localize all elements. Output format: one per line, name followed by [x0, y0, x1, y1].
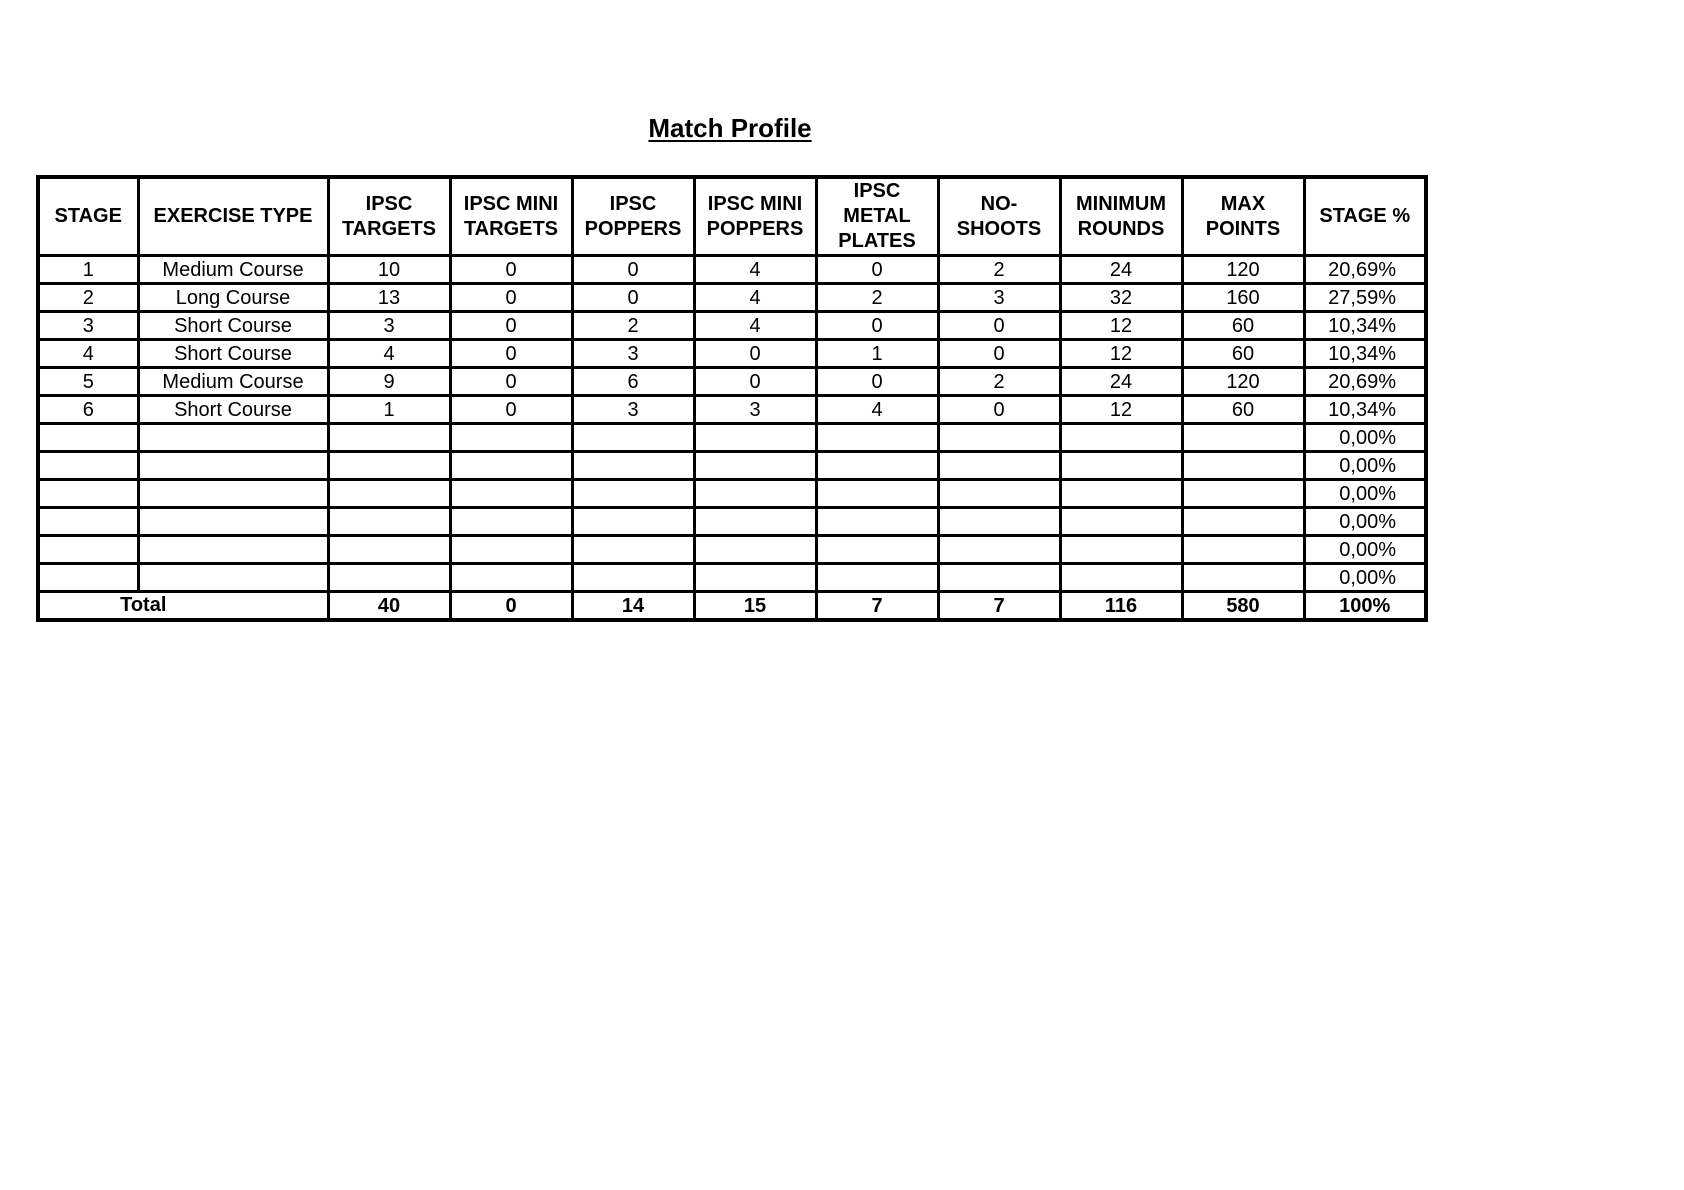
cell-max-points: 60: [1182, 340, 1304, 368]
cell-max-points: [1182, 536, 1304, 564]
cell-mini-targets: 0: [450, 340, 572, 368]
cell-poppers: [572, 424, 694, 452]
table-row: [38, 256, 1426, 284]
cell-ipsc-targets: 1: [328, 396, 450, 424]
header-ipsc-poppers: [572, 177, 694, 256]
cell-stage: 2: [38, 284, 138, 312]
total-max-points: 580: [1182, 592, 1304, 621]
cell-type: Medium Course: [138, 256, 328, 284]
cell-mini-poppers: 0: [694, 368, 816, 396]
cell-max-points: [1182, 564, 1304, 592]
cell-mini-poppers: 4: [694, 256, 816, 284]
cell-type: Medium Course: [138, 368, 328, 396]
header-line: STAGE: [54, 205, 122, 227]
cell-mini-targets: 0: [450, 312, 572, 340]
cell-ipsc-targets: [328, 424, 450, 452]
cell-mini-targets: 0: [450, 284, 572, 312]
cell-min-rounds: [1060, 480, 1182, 508]
header-line: POPPERS: [584, 217, 682, 240]
cell-max-points: [1182, 508, 1304, 536]
cell-ipsc-targets: [328, 536, 450, 564]
cell-no-shoots: 0: [938, 312, 1060, 340]
total-ipsc-targets: 40: [328, 592, 450, 621]
cell-mini-targets: [450, 480, 572, 508]
total-min-rounds: 116: [1060, 592, 1182, 621]
table-row: [38, 536, 1426, 564]
header-max-points: [1182, 177, 1304, 256]
cell-mini-poppers: 4: [694, 312, 816, 340]
cell-max-points: 120: [1182, 368, 1304, 396]
cell-metal-plates: [816, 480, 938, 508]
cell-stage-pct: 10,34%: [1304, 340, 1426, 368]
header-line: EXERCISE TYPE: [153, 205, 313, 227]
header-line: IPSC MINI: [463, 192, 559, 215]
cell-metal-plates: 1: [816, 340, 938, 368]
header-stage: [38, 177, 138, 256]
cell-metal-plates: [816, 452, 938, 480]
total-label: Total: [38, 592, 328, 621]
header-line: STAGE %: [1319, 205, 1411, 227]
header-line: TARGETS: [341, 217, 437, 240]
cell-metal-plates: [816, 508, 938, 536]
table-header: [38, 177, 1426, 256]
header-line: IPSC: [609, 192, 657, 215]
table-row: [38, 424, 1426, 452]
cell-mini-poppers: [694, 452, 816, 480]
cell-mini-poppers: 0: [694, 340, 816, 368]
cell-metal-plates: 0: [816, 368, 938, 396]
cell-poppers: 3: [572, 340, 694, 368]
cell-ipsc-targets: 4: [328, 340, 450, 368]
cell-poppers: 2: [572, 312, 694, 340]
table-row: [38, 312, 1426, 340]
total-row: [38, 592, 1426, 621]
cell-stage-pct: 0,00%: [1304, 424, 1426, 452]
cell-stage-pct: 20,69%: [1304, 256, 1426, 284]
cell-ipsc-targets: [328, 564, 450, 592]
cell-mini-targets: [450, 452, 572, 480]
cell-stage-pct: 0,00%: [1304, 564, 1426, 592]
cell-poppers: [572, 480, 694, 508]
header-exercise-type: [138, 177, 328, 256]
cell-type: [138, 424, 328, 452]
cell-ipsc-targets: 9: [328, 368, 450, 396]
header-line: MAX: [1220, 192, 1266, 215]
cell-max-points: 120: [1182, 256, 1304, 284]
cell-stage: 5: [38, 368, 138, 396]
cell-stage: 6: [38, 396, 138, 424]
cell-mini-poppers: [694, 480, 816, 508]
cell-mini-targets: 0: [450, 256, 572, 284]
header-line: IPSC: [853, 180, 901, 202]
cell-stage-pct: 10,34%: [1304, 312, 1426, 340]
cell-stage-pct: 10,34%: [1304, 396, 1426, 424]
cell-max-points: [1182, 424, 1304, 452]
cell-type: [138, 564, 328, 592]
cell-mini-targets: 0: [450, 396, 572, 424]
header-ipsc-targets: [328, 177, 450, 256]
total-stage-pct: 100%: [1304, 592, 1426, 621]
header-ipsc-metal-plates: [816, 177, 938, 256]
cell-type: Short Course: [138, 396, 328, 424]
cell-mini-targets: [450, 508, 572, 536]
table-footer: [38, 592, 1426, 621]
table-row: [38, 480, 1426, 508]
cell-min-rounds: [1060, 536, 1182, 564]
cell-stage-pct: 0,00%: [1304, 536, 1426, 564]
table-row: [38, 284, 1426, 312]
cell-metal-plates: [816, 424, 938, 452]
cell-metal-plates: [816, 536, 938, 564]
header-line: NO-: [980, 192, 1018, 215]
cell-mini-targets: [450, 564, 572, 592]
cell-no-shoots: 0: [938, 396, 1060, 424]
cell-mini-targets: [450, 424, 572, 452]
cell-max-points: 160: [1182, 284, 1304, 312]
cell-poppers: 6: [572, 368, 694, 396]
cell-max-points: [1182, 452, 1304, 480]
cell-mini-poppers: 4: [694, 284, 816, 312]
header-no-shoots: [938, 177, 1060, 256]
cell-max-points: 60: [1182, 312, 1304, 340]
cell-type: [138, 480, 328, 508]
cell-no-shoots: 2: [938, 368, 1060, 396]
header-minimum-rounds: [1060, 177, 1182, 256]
cell-ipsc-targets: [328, 452, 450, 480]
cell-no-shoots: [938, 424, 1060, 452]
cell-stage-pct: 27,59%: [1304, 284, 1426, 312]
header-row: [38, 177, 1426, 256]
table-row: [38, 368, 1426, 396]
table-row: [38, 508, 1426, 536]
header-line: IPSC MINI: [707, 192, 803, 215]
cell-min-rounds: [1060, 424, 1182, 452]
cell-poppers: [572, 508, 694, 536]
cell-mini-poppers: [694, 424, 816, 452]
header-line: POINTS: [1205, 217, 1281, 240]
cell-no-shoots: [938, 480, 1060, 508]
cell-poppers: 0: [572, 284, 694, 312]
header-stage-pct: [1304, 177, 1426, 256]
cell-metal-plates: 0: [816, 256, 938, 284]
cell-min-rounds: 12: [1060, 396, 1182, 424]
cell-stage: [38, 508, 138, 536]
cell-stage: 1: [38, 256, 138, 284]
cell-stage-pct: 0,00%: [1304, 480, 1426, 508]
cell-no-shoots: 2: [938, 256, 1060, 284]
cell-ipsc-targets: [328, 480, 450, 508]
cell-mini-poppers: [694, 536, 816, 564]
cell-no-shoots: [938, 564, 1060, 592]
cell-metal-plates: 0: [816, 312, 938, 340]
cell-no-shoots: [938, 536, 1060, 564]
cell-type: Short Course: [138, 312, 328, 340]
header-line: IPSC: [365, 192, 413, 215]
cell-min-rounds: 12: [1060, 312, 1182, 340]
cell-stage-pct: 20,69%: [1304, 368, 1426, 396]
cell-type: Long Course: [138, 284, 328, 312]
header-line: TARGETS: [463, 217, 559, 240]
cell-mini-targets: [450, 536, 572, 564]
total-poppers: 14: [572, 592, 694, 621]
cell-ipsc-targets: 3: [328, 312, 450, 340]
header-line: SHOOTS: [956, 217, 1042, 240]
cell-metal-plates: [816, 564, 938, 592]
cell-stage: 3: [38, 312, 138, 340]
cell-mini-poppers: [694, 508, 816, 536]
cell-metal-plates: 4: [816, 396, 938, 424]
cell-no-shoots: [938, 452, 1060, 480]
cell-stage: [38, 452, 138, 480]
cell-ipsc-targets: [328, 508, 450, 536]
cell-stage: [38, 536, 138, 564]
cell-poppers: 0: [572, 256, 694, 284]
cell-no-shoots: 0: [938, 340, 1060, 368]
cell-poppers: [572, 452, 694, 480]
cell-min-rounds: [1060, 452, 1182, 480]
cell-max-points: [1182, 480, 1304, 508]
cell-min-rounds: [1060, 508, 1182, 536]
table-body: [38, 256, 1426, 592]
cell-type: [138, 536, 328, 564]
table-row: [38, 340, 1426, 368]
header-ipsc-mini-poppers: [694, 177, 816, 256]
header-line: PLATES: [838, 230, 916, 252]
cell-stage: [38, 480, 138, 508]
cell-mini-targets: 0: [450, 368, 572, 396]
header-line: ROUNDS: [1077, 217, 1165, 240]
cell-type: [138, 452, 328, 480]
cell-stage-pct: 0,00%: [1304, 452, 1426, 480]
cell-type: [138, 508, 328, 536]
cell-min-rounds: 32: [1060, 284, 1182, 312]
cell-metal-plates: 2: [816, 284, 938, 312]
cell-no-shoots: [938, 508, 1060, 536]
cell-no-shoots: 3: [938, 284, 1060, 312]
cell-stage: [38, 424, 138, 452]
cell-min-rounds: 24: [1060, 256, 1182, 284]
header-ipsc-mini-targets: [450, 177, 572, 256]
header-line: MINIMUM: [1076, 192, 1166, 215]
match-profile-table: [36, 175, 1428, 622]
cell-stage: [38, 564, 138, 592]
cell-min-rounds: 24: [1060, 368, 1182, 396]
total-metal-plates: 7: [816, 592, 938, 621]
cell-min-rounds: 12: [1060, 340, 1182, 368]
table-row: [38, 452, 1426, 480]
cell-min-rounds: [1060, 564, 1182, 592]
cell-mini-poppers: 3: [694, 396, 816, 424]
cell-ipsc-targets: 13: [328, 284, 450, 312]
total-mini-targets: 0: [450, 592, 572, 621]
total-mini-poppers: 15: [694, 592, 816, 621]
cell-ipsc-targets: 10: [328, 256, 450, 284]
total-no-shoots: 7: [938, 592, 1060, 621]
table-row: [38, 564, 1426, 592]
cell-poppers: [572, 536, 694, 564]
cell-poppers: [572, 564, 694, 592]
cell-max-points: 60: [1182, 396, 1304, 424]
cell-stage: 4: [38, 340, 138, 368]
page-title: Match Profile: [648, 113, 812, 143]
cell-poppers: 3: [572, 396, 694, 424]
cell-mini-poppers: [694, 564, 816, 592]
header-line: METAL: [843, 205, 911, 227]
table-row: [38, 396, 1426, 424]
cell-type: Short Course: [138, 340, 328, 368]
cell-stage-pct: 0,00%: [1304, 508, 1426, 536]
header-line: POPPERS: [706, 217, 804, 240]
